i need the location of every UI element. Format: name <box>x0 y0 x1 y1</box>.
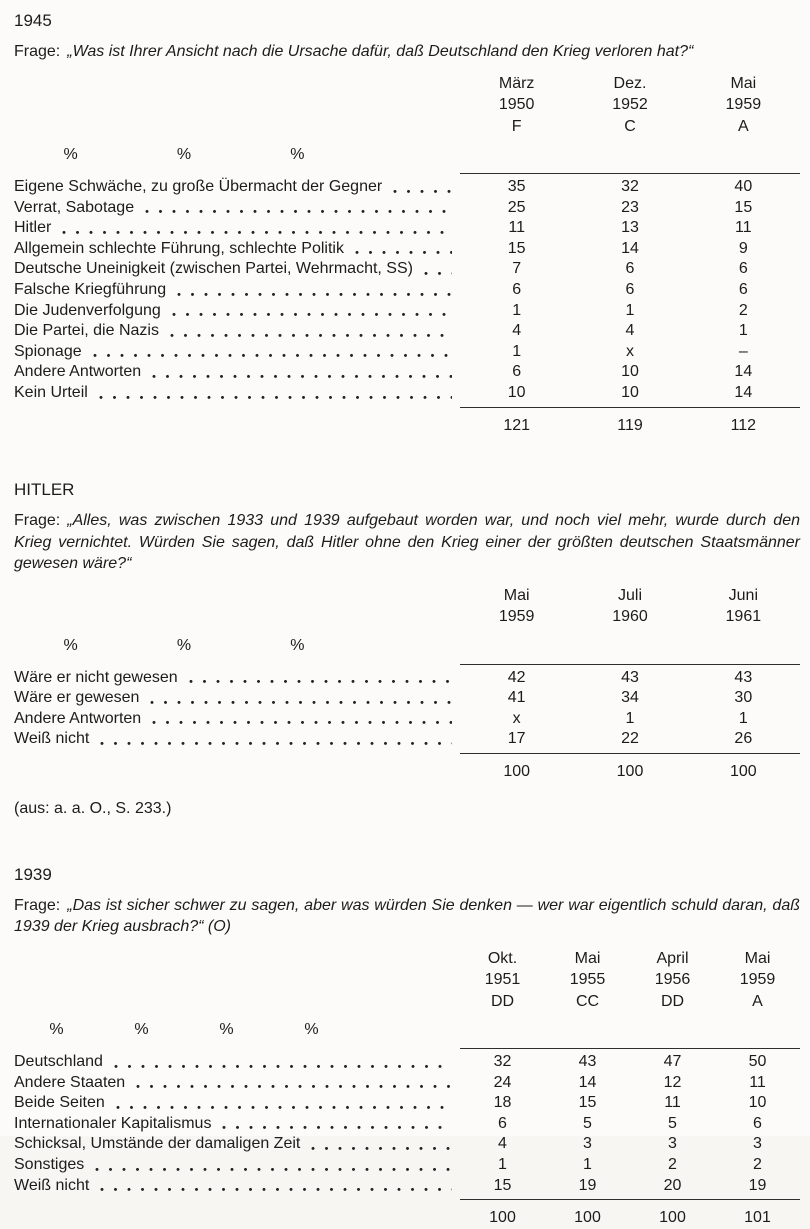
row-label: Schicksal, Umstände der damaligen Zeit <box>14 1135 301 1153</box>
dot-leader <box>222 1125 452 1130</box>
cell-value: 18 <box>493 1094 512 1112</box>
total-value: 100 <box>659 1209 686 1227</box>
column-header <box>687 585 800 628</box>
total-value: 100 <box>729 763 757 780</box>
cell-value: 3 <box>753 1135 762 1153</box>
column-header <box>630 948 715 1013</box>
dot-leader <box>114 1064 452 1069</box>
column-month-label: Mai <box>730 74 757 92</box>
column-month-label: Mai <box>744 949 771 967</box>
row-label: Andere Antworten <box>14 363 142 381</box>
cell-value: x <box>512 709 521 727</box>
column-header <box>460 585 573 628</box>
total-value: 121 <box>503 416 531 434</box>
cell-value: 3 <box>668 1135 677 1153</box>
column-year-label: 1956 <box>654 971 691 989</box>
dot-leader <box>170 333 452 338</box>
total-row <box>14 416 800 437</box>
percent-sign: % <box>304 1021 319 1039</box>
cell-value: 17 <box>507 730 526 748</box>
table-row <box>14 1155 800 1176</box>
cell-value: 6 <box>512 363 522 381</box>
row-values <box>460 177 800 198</box>
dot-leader <box>393 189 452 194</box>
cell-value: 5 <box>583 1114 592 1132</box>
cell-value: x <box>625 342 634 360</box>
table-row <box>14 1093 800 1114</box>
cell-value: 15 <box>507 239 526 257</box>
cell-value: 19 <box>578 1176 597 1194</box>
table-bottom-rule <box>460 1199 800 1200</box>
total-value: 119 <box>617 416 643 434</box>
section-hitler <box>14 479 800 818</box>
dot-leader <box>177 292 452 297</box>
cell-value: 4 <box>498 1135 507 1153</box>
column-code-label: CC <box>575 992 600 1010</box>
percent-sign: % <box>176 146 192 163</box>
table-row <box>14 239 800 260</box>
cell-value: 22 <box>621 730 639 748</box>
cell-value: 10 <box>621 383 639 401</box>
cell-value: 5 <box>668 1114 677 1132</box>
dot-leader <box>99 395 452 400</box>
row-values <box>460 1052 800 1073</box>
total-value: 100 <box>574 1209 601 1227</box>
cell-value: 1 <box>512 342 522 360</box>
column-header <box>715 948 800 1013</box>
total-value: 100 <box>616 763 644 780</box>
dot-leader <box>95 1167 452 1172</box>
row-label: Spionage <box>14 342 82 360</box>
row-values <box>460 321 800 342</box>
dot-leader <box>355 250 452 255</box>
percent-sign: % <box>176 636 192 654</box>
cell-value: 2 <box>738 301 748 319</box>
column-header <box>545 948 630 1013</box>
column-month-label: Juni <box>728 586 758 604</box>
dot-leader <box>136 1084 452 1089</box>
dot-leader <box>311 1146 452 1151</box>
row-values <box>460 1176 800 1197</box>
column-month-label: Okt. <box>487 949 518 967</box>
row-label: Deutschland <box>14 1053 103 1071</box>
row-label: Internationaler Kapitalismus <box>14 1114 212 1132</box>
source-footnote: (aus: a. a. O., S. 233.) <box>14 799 172 817</box>
cell-value: 30 <box>734 689 753 707</box>
column-header <box>460 948 545 1013</box>
total-row <box>14 762 800 783</box>
table-row <box>14 1114 800 1135</box>
table-row <box>14 1134 800 1155</box>
cell-value: 25 <box>507 198 526 216</box>
dot-leader <box>100 1187 452 1192</box>
table-rows <box>14 1052 800 1196</box>
cell-value: 43 <box>621 668 639 686</box>
cell-value: 10 <box>748 1094 767 1112</box>
cell-value: – <box>738 342 748 360</box>
frage-label: Frage: <box>14 43 61 60</box>
section-title: 1939 <box>14 864 52 884</box>
row-values <box>460 688 800 709</box>
column-code-label: A <box>752 992 763 1010</box>
row-values <box>460 383 800 404</box>
question-text: „Alles, was zwischen 1933 und 1939 aufgebaut worden war, und noch viel mehr, wurde durch den Krieg vernichtet. Würden Sie sagen, daß Hitler ohne den Krieg einer der größten deutschen Staatsmänner gewesen wäre?“ <box>14 512 800 573</box>
table-row <box>14 280 800 301</box>
column-code-label: C <box>624 117 636 135</box>
column-month-label: Mai <box>503 586 530 604</box>
cell-value: 1 <box>738 322 748 340</box>
cell-value: 15 <box>578 1094 597 1112</box>
frage-label: Frage: <box>14 512 61 530</box>
percent-row <box>14 145 354 165</box>
row-label: Wäre er nicht gewesen <box>14 668 178 686</box>
row-label: Die Judenverfolgung <box>14 301 161 319</box>
table-column-headers <box>460 948 800 1013</box>
section-1945 <box>14 10 800 436</box>
dot-leader <box>116 1105 452 1110</box>
column-header <box>573 585 686 628</box>
row-label: Weiß nicht <box>14 1176 90 1194</box>
cell-value: 12 <box>663 1073 682 1091</box>
cell-value: 32 <box>621 178 639 195</box>
column-year-label: 1950 <box>498 96 535 113</box>
dot-leader <box>62 230 452 235</box>
column-code-label: DD <box>490 992 515 1010</box>
question-text: „Das ist sicher schwer zu sagen, aber was würden Sie denken — wer war eigentlich schuld daran, daß 1939 der Krieg ausbrach?“ (O) <box>14 896 800 936</box>
row-label: Andere Antworten <box>14 709 142 727</box>
row-label: Wäre er gewesen <box>14 689 140 707</box>
table-bottom-rule <box>460 407 800 408</box>
percent-row <box>14 1020 354 1040</box>
column-year-label: 1955 <box>569 971 606 989</box>
cell-value: 1 <box>512 301 522 319</box>
column-year-label: 1959 <box>498 608 535 626</box>
frage-label: Frage: <box>14 896 61 914</box>
percent-sign: % <box>63 146 78 163</box>
row-values <box>460 342 800 363</box>
row-values <box>460 259 800 280</box>
percent-sign: % <box>49 1021 64 1039</box>
row-values <box>460 362 800 383</box>
row-label: Beide Seiten <box>14 1094 105 1112</box>
cell-value: 6 <box>738 260 748 278</box>
column-year-label: 1960 <box>612 608 648 626</box>
column-month-label: Mai <box>574 949 601 967</box>
cell-value: 15 <box>493 1176 512 1194</box>
cell-value: 40 <box>734 178 753 195</box>
row-values <box>460 729 800 750</box>
cell-value: 2 <box>753 1156 762 1174</box>
cell-value: 20 <box>663 1176 682 1194</box>
dot-leader <box>152 374 452 379</box>
percent-sign: % <box>290 636 305 654</box>
column-month-label: Dez. <box>613 74 647 92</box>
row-values <box>460 301 800 322</box>
column-header <box>687 73 800 138</box>
cell-value: 6 <box>498 1114 507 1132</box>
column-code-label: A <box>737 117 749 135</box>
cell-value: 6 <box>738 280 748 298</box>
table-row <box>14 321 800 342</box>
dot-leader <box>93 353 452 358</box>
table-row <box>14 729 800 750</box>
column-header <box>573 73 686 138</box>
table-bottom-rule <box>460 753 800 754</box>
cell-value: 19 <box>748 1176 767 1194</box>
row-label: Verrat, Sabotage <box>14 198 135 216</box>
section-1939 <box>14 864 800 1229</box>
section-title: HITLER <box>14 480 75 500</box>
cell-value: 1 <box>625 709 635 727</box>
row-values <box>460 198 800 219</box>
total-row-spacer <box>25 427 452 432</box>
survey-table-1939 <box>14 948 800 1229</box>
row-values <box>460 218 800 239</box>
row-values <box>460 1155 800 1176</box>
cell-value: 35 <box>507 178 526 195</box>
cell-value: 6 <box>625 280 635 298</box>
cell-value: 11 <box>749 1073 766 1091</box>
table-row <box>14 198 800 219</box>
percent-sign: % <box>290 146 305 163</box>
row-label: Sonstiges <box>14 1156 85 1174</box>
column-year-label: 1959 <box>725 96 762 113</box>
row-values <box>460 280 800 301</box>
table-row <box>14 259 800 280</box>
survey-question <box>14 895 800 938</box>
dot-leader <box>172 312 452 317</box>
dot-leader <box>424 271 452 276</box>
column-code-label: F <box>511 117 522 135</box>
table-row <box>14 218 800 239</box>
cell-value: 50 <box>748 1053 767 1071</box>
row-values <box>460 1114 800 1135</box>
table-rows <box>14 668 800 750</box>
column-year-label: 1959 <box>739 971 776 989</box>
row-label: Deutsche Uneinigkeit (zwischen Partei, Wehrmacht, SS) <box>14 260 413 278</box>
row-label: Weiß nicht <box>14 730 90 748</box>
table-rows <box>14 177 800 404</box>
column-year-label: 1961 <box>725 608 762 626</box>
percent-sign: % <box>63 636 78 654</box>
row-values <box>460 1073 800 1094</box>
table-row <box>14 177 800 198</box>
column-header <box>460 73 573 138</box>
cell-value: 6 <box>625 260 635 278</box>
total-row-spacer <box>25 774 452 779</box>
cell-value: 11 <box>508 219 525 237</box>
dot-leader <box>150 700 452 705</box>
cell-value: 7 <box>512 260 522 278</box>
table-row <box>14 1073 800 1094</box>
column-month-label: März <box>498 74 535 92</box>
cell-value: 2 <box>668 1156 677 1174</box>
cell-value: 14 <box>734 363 753 381</box>
row-label: Hitler <box>14 219 52 237</box>
row-label: Die Partei, die Nazis <box>14 322 159 340</box>
total-values <box>460 762 800 783</box>
cell-value: 34 <box>621 689 639 707</box>
table-row <box>14 383 800 404</box>
cell-value: 15 <box>734 198 753 216</box>
row-values <box>460 668 800 689</box>
table-column-headers <box>460 585 800 628</box>
cell-value: 4 <box>512 322 522 340</box>
dot-leader <box>145 209 452 214</box>
survey-question <box>14 510 800 575</box>
cell-value: 23 <box>621 198 639 216</box>
table-row <box>14 1176 800 1197</box>
column-code-label: DD <box>660 992 685 1010</box>
cell-value: 41 <box>507 689 526 707</box>
column-year-label: 1951 <box>484 971 521 989</box>
table-row <box>14 709 800 730</box>
row-label: Allgemein schlechte Führung, schlechte Politik <box>14 239 344 257</box>
column-month-label: April <box>656 949 689 967</box>
cell-value: 1 <box>738 709 748 727</box>
section-title: 1945 <box>14 11 52 30</box>
cell-value: 1 <box>625 301 635 319</box>
total-value: 112 <box>730 416 757 434</box>
row-label: Andere Staaten <box>14 1073 126 1091</box>
cell-value: 1 <box>583 1156 592 1174</box>
cell-value: 11 <box>664 1094 681 1112</box>
survey-table-1945 <box>14 73 800 437</box>
cell-value: 14 <box>621 239 639 257</box>
table-row <box>14 362 800 383</box>
table-row <box>14 688 800 709</box>
percent-row <box>14 636 354 656</box>
question-text: „Was ist Ihrer Ansicht nach die Ursache dafür, daß Deutschland den Krieg verloren hat?“ <box>67 43 694 60</box>
dot-leader <box>189 679 452 684</box>
cell-value: 6 <box>753 1114 762 1132</box>
cell-value: 1 <box>498 1156 507 1174</box>
cell-value: 47 <box>663 1053 682 1071</box>
cell-value: 14 <box>578 1073 597 1091</box>
cell-value: 10 <box>621 363 639 381</box>
percent-sign: % <box>219 1021 234 1039</box>
row-values <box>460 1134 800 1155</box>
cell-value: 14 <box>734 383 753 401</box>
cell-value: 11 <box>735 219 752 237</box>
dot-leader <box>100 741 452 746</box>
cell-value: 43 <box>578 1053 597 1071</box>
cell-value: 13 <box>621 219 639 237</box>
percent-sign: % <box>134 1021 149 1039</box>
cell-value: 26 <box>734 730 753 748</box>
cell-value: 43 <box>734 668 753 686</box>
total-value: 100 <box>503 763 531 780</box>
cell-value: 3 <box>583 1135 592 1153</box>
total-values <box>460 1208 800 1229</box>
cell-value: 32 <box>493 1053 512 1071</box>
row-label: Eigene Schwäche, zu große Übermacht der Gegner <box>14 178 383 195</box>
total-row <box>14 1208 800 1229</box>
table-row <box>14 668 800 689</box>
survey-table-hitler <box>14 585 800 783</box>
table-top-rule <box>460 664 800 665</box>
row-values <box>460 709 800 730</box>
table-row <box>14 1052 800 1073</box>
column-year-label: 1952 <box>612 96 648 113</box>
total-value: 100 <box>489 1209 516 1227</box>
table-top-rule <box>460 173 800 174</box>
total-value: 101 <box>744 1209 771 1227</box>
dot-leader <box>152 720 452 725</box>
row-values <box>460 239 800 260</box>
table-row <box>14 342 800 363</box>
cell-value: 6 <box>512 280 522 298</box>
cell-value: 9 <box>738 239 748 257</box>
survey-question <box>14 41 800 63</box>
row-label: Falsche Kriegführung <box>14 280 167 298</box>
column-month-label: Juli <box>617 586 642 604</box>
total-row-spacer <box>25 1220 452 1225</box>
row-label: Kein Urteil <box>14 383 88 401</box>
cell-value: 42 <box>507 668 526 686</box>
table-column-headers <box>460 73 800 138</box>
total-values <box>460 416 800 437</box>
cell-value: 10 <box>507 383 526 401</box>
table-top-rule <box>460 1048 800 1049</box>
cell-value: 24 <box>493 1073 512 1091</box>
cell-value: 4 <box>625 322 635 340</box>
row-values <box>460 1093 800 1114</box>
table-row <box>14 301 800 322</box>
